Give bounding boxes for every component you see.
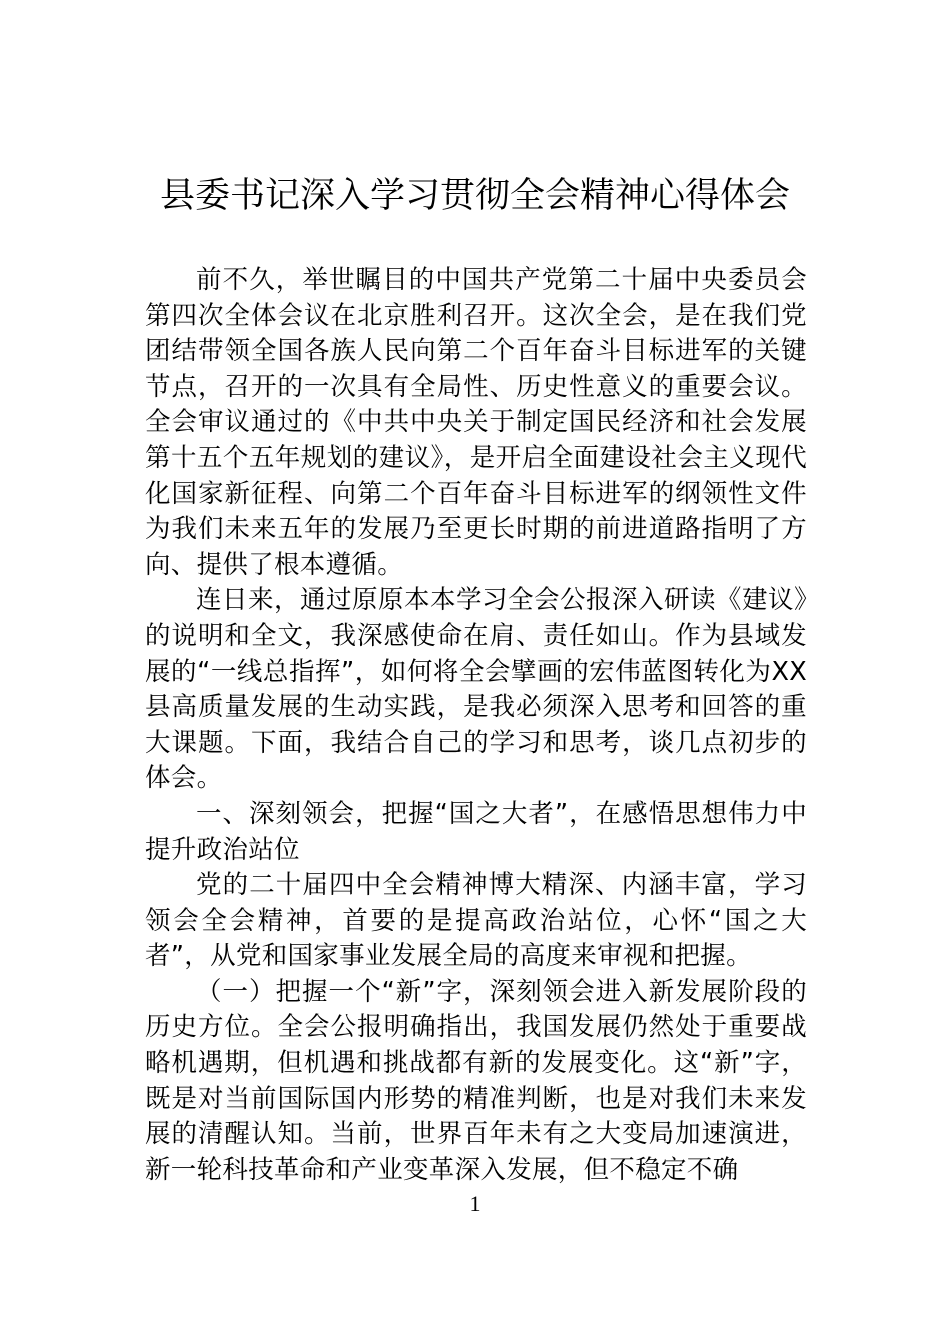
paragraph-intro: 前不久，举世瞩目的中国共产党第二十届中央委员会第四次全体会议在北京胜利召开。这次全会，是在我们党团结带领全国各族人民向第二个百年奋斗目标进军的关键节点，召开的一次具有全局性、历史性意义的重要会议。全会审议通过的《中共中央关于制定国民经济和社会发展第十五个五年规划的建议》，是开启全面建设社会主义现代化国家新征程、向第二个百年奋斗目标进军的纲领性文件为我们未来五年的发展乃至更长时期的前进道路指明了方向、提供了根本遵循。: [145, 265, 807, 580]
section-heading-1: 一、深刻领会，把握“国之大者”，在感悟思想伟力中提升政治站位: [145, 798, 807, 865]
paragraph-study: 连日来，通过原原本本学习全会公报深入研读《建议》的说明和全文，我深感使命在肩、责任如山。作为县域发展的“一线总指挥”，如何将全会擘画的宏伟蓝图转化为XX县高质量发展的生动实践，是我必须深入思考和回答的重大课题。下面，我结合自己的学习和思考，谈几点初步的体会。: [145, 585, 807, 794]
paragraph-subsection-1: （一）把握一个“新”字，深刻领会进入新发展阶段的历史方位。全会公报明确指出，我国发展仍然处于重要战略机遇期，但机遇和挑战都有新的发展变化。这“新”字，既是对当前国际国内形势的精准判断，也是对我们未来发展的清醒认知。当前，世界百年未有之大变局加速演进，新一轮科技革命和产业变革深入发展，但不稳定不确: [145, 976, 807, 1185]
document-title: 县委书记深入学习贯彻全会精神心得体会: [159, 176, 790, 216]
paragraph-political-stance: 党的二十届四中全会精神博大精深、内涵丰富，学习领会全会精神，首要的是提高政治站位，心怀“国之大者”，从党和国家事业发展全局的高度来审视和把握。: [145, 870, 807, 972]
document-body: [145, 263, 807, 1188]
page-number: 1: [469, 1191, 481, 1216]
